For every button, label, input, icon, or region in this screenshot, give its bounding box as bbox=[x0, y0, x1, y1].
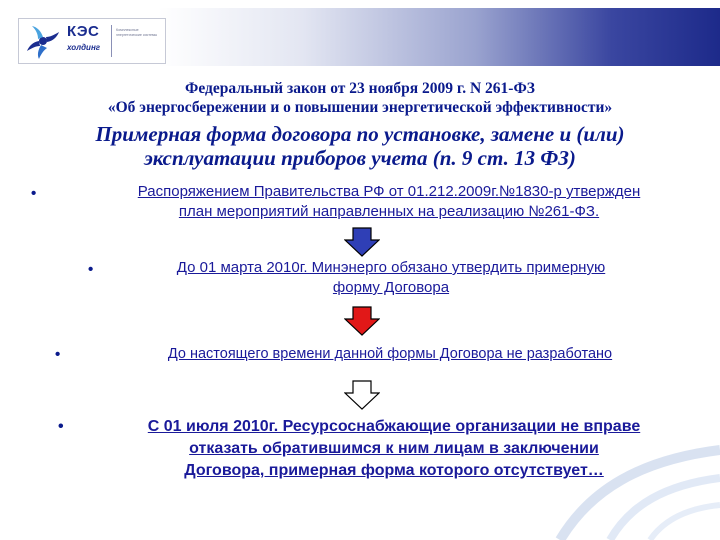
decorative-swoosh bbox=[500, 410, 720, 540]
list-item-4-line-3: Договора, примерная форма которого отсутствует… bbox=[184, 462, 604, 479]
logo-emblem-icon bbox=[23, 22, 63, 60]
list-item-1 bbox=[66, 182, 712, 222]
bullet-1: • bbox=[31, 185, 37, 202]
list-item-1-line-1: Распоряжением Правительства РФ от 01.212.2009г.№1830-р утвержден bbox=[137, 183, 641, 200]
list-item-4-line-2: отказать обратившимся к ним лицам в заключении bbox=[189, 440, 599, 457]
bullet-2: • bbox=[88, 261, 94, 278]
logo-subtitle: холдинг bbox=[67, 43, 101, 52]
list-item-2 bbox=[110, 258, 672, 298]
list-item-3-line-1: До настоящего времени данной формы Договора не разработано bbox=[167, 346, 613, 362]
list-item-3 bbox=[72, 344, 708, 364]
arrow-down-icon bbox=[344, 227, 380, 257]
list-item-2-line-2: форму Договора bbox=[332, 279, 450, 296]
arrow-down-icon bbox=[344, 306, 380, 336]
logo-caption: Комплексные энергетические системы bbox=[116, 28, 158, 37]
company-logo bbox=[18, 18, 166, 64]
law-name: «Об энергосбережении и о повышении энергетической эффективности» bbox=[107, 99, 613, 116]
law-title: Федеральный закон от 23 ноября 2009 г. N 261-ФЗ bbox=[185, 80, 535, 97]
list-item-2-line-1: До 01 марта 2010г. Минэнерго обязано утвердить примерную bbox=[176, 259, 606, 276]
slide-heading-line-2: эксплуатации приборов учета (п. 9 ст. 13 ФЗ) bbox=[144, 146, 576, 170]
list-item-4-line-1: С 01 июля 2010г. Ресурсоснабжающие организации не вправе bbox=[147, 418, 641, 435]
slide-heading-line-1: Примерная форма договора по установке, замене и (или) bbox=[95, 122, 625, 146]
arrow-down-icon bbox=[344, 380, 380, 410]
bullet-3: • bbox=[55, 346, 61, 363]
logo-divider bbox=[111, 25, 112, 57]
bullet-4: • bbox=[58, 418, 64, 435]
list-item-1-line-2: план мероприятий направленных на реализацию №261-ФЗ. bbox=[178, 203, 600, 220]
logo-name: КЭС bbox=[67, 23, 100, 40]
